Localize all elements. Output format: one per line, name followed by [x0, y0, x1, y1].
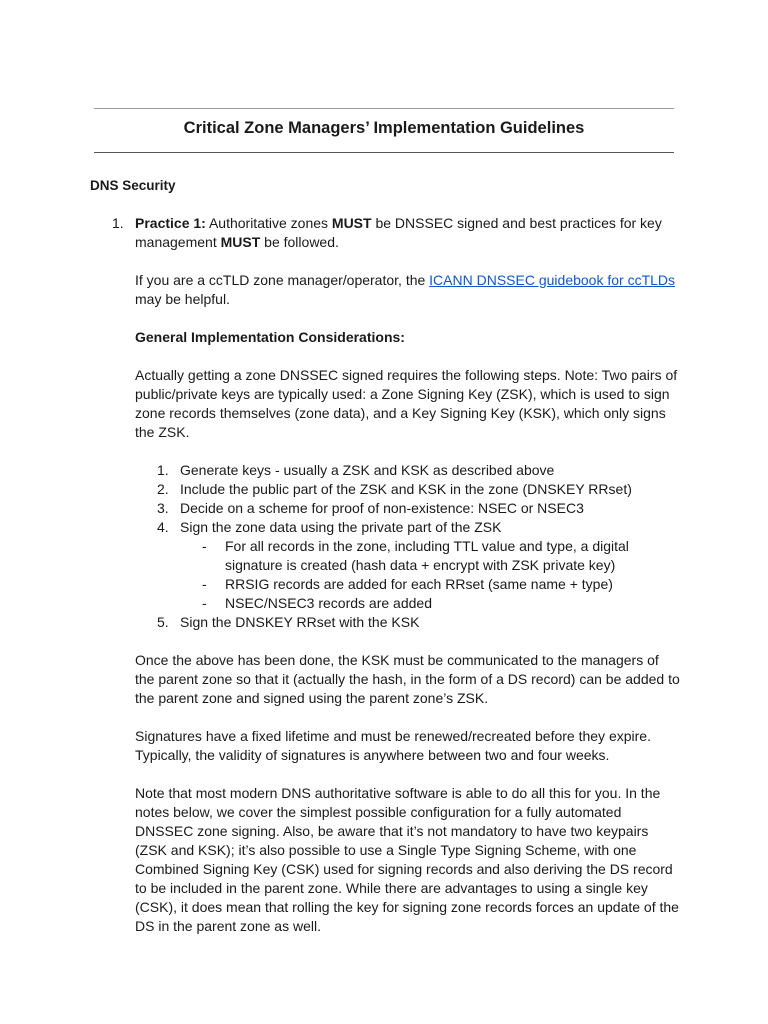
list-item — [135, 499, 680, 518]
practice-label: Practice 1: — [135, 215, 206, 231]
step-number: 2. — [157, 481, 169, 497]
practice-paragraph — [112, 214, 680, 252]
step-text: Sign the zone data using the private part of the ZSK — [180, 519, 502, 535]
step-text: Decide on a scheme for proof of non-existence: NSEC or NSEC3 — [180, 500, 584, 516]
title-rule-top — [94, 108, 674, 109]
list-item — [135, 461, 680, 480]
dash-bullet: - — [202, 576, 207, 592]
cctld-text-before: If you are a ccTLD zone manager/operator, the — [135, 272, 430, 288]
step-number: 4. — [157, 519, 169, 535]
cctld-text-after: may be helpful. — [135, 291, 230, 307]
list-item — [180, 575, 680, 594]
sub-step-text: RRSIG records are added for each RRset (same name + type) — [225, 576, 613, 592]
step-number: 1. — [157, 462, 169, 478]
signatures-paragraph: Signatures have a fixed lifetime and must be renewed/recreated before they expire. Typically, the validity of signatures is anywhere between two and four weeks. — [135, 728, 651, 763]
step-number: 3. — [157, 500, 169, 516]
dash-bullet: - — [202, 595, 207, 611]
title-rule-bottom — [94, 152, 674, 153]
list-item — [180, 594, 680, 613]
list-item — [135, 518, 680, 613]
practice-text-2: be DNSSEC signed and best practices for key management — [135, 215, 662, 250]
must-keyword: MUST — [220, 234, 261, 250]
step-text: Sign the DNSKEY RRset with the KSK — [180, 614, 420, 630]
practice-number: 1. — [112, 215, 124, 231]
practice-text-1: Authoritative zones — [205, 215, 332, 231]
practice-text-3: be followed. — [260, 234, 339, 250]
list-item — [135, 613, 680, 632]
step-text: Include the public part of the ZSK and KSK in the zone (DNSKEY RRset) — [180, 481, 632, 497]
signing-steps-list — [135, 461, 680, 632]
sub-step-text: NSEC/NSEC3 records are added — [225, 595, 432, 611]
ksk-paragraph: Once the above has been done, the KSK must be communicated to the managers of the parent zone so that it (actually the hash, in the form of a DS record) can be added to the parent zone and signed using the parent zone’s ZSK. — [135, 652, 680, 706]
step-number: 5. — [157, 614, 169, 630]
icann-guidebook-link[interactable]: ICANN DNSSEC guidebook for ccTLDs — [429, 272, 676, 288]
software-paragraph: Note that most modern DNS authoritative software is able to do all this for you. In the notes below, we cover the simplest possible configuration for a fully automated DNSSEC zone signing. Also, be aware that it’s not mandatory to have two keypairs (ZSK and KSK); it’s also possible to use a Single Type Signing Scheme, with one Combined Signing Key (CSK) used for signing records and also deriving the DS record to be included in the parent zone. While there are advantages to using a single key (CSK), it does mean that rolling the key for signing zone records forces an update of the DS in the parent zone as well. — [135, 785, 679, 934]
list-item — [135, 480, 680, 499]
page-title: Critical Zone Managers’ Implementation Guidelines — [183, 119, 585, 137]
sub-steps-list — [180, 537, 680, 613]
step-text: Generate keys - usually a ZSK and KSK as described above — [180, 462, 555, 478]
must-keyword: MUST — [331, 215, 372, 231]
sub-step-text: For all records in the zone, including TTL value and type, a digital signature is created (hash data + encrypt with ZSK private key) — [225, 538, 629, 573]
section-heading: DNS Security — [90, 178, 176, 193]
dash-bullet: - — [202, 538, 207, 554]
intro-paragraph: Actually getting a zone DNSSEC signed requires the following steps. Note: Two pairs of public/private keys are typically used: a Zone Signing Key (ZSK), which is used to sign zone records themselves (zone data), and a Key Signing Key (KSK), which only signs the ZSK. — [135, 367, 678, 440]
cctld-paragraph — [135, 271, 680, 309]
document-body — [112, 214, 680, 955]
considerations-heading — [135, 328, 680, 347]
list-item — [180, 537, 680, 575]
considerations-heading-text: General Implementation Considerations: — [135, 329, 405, 345]
